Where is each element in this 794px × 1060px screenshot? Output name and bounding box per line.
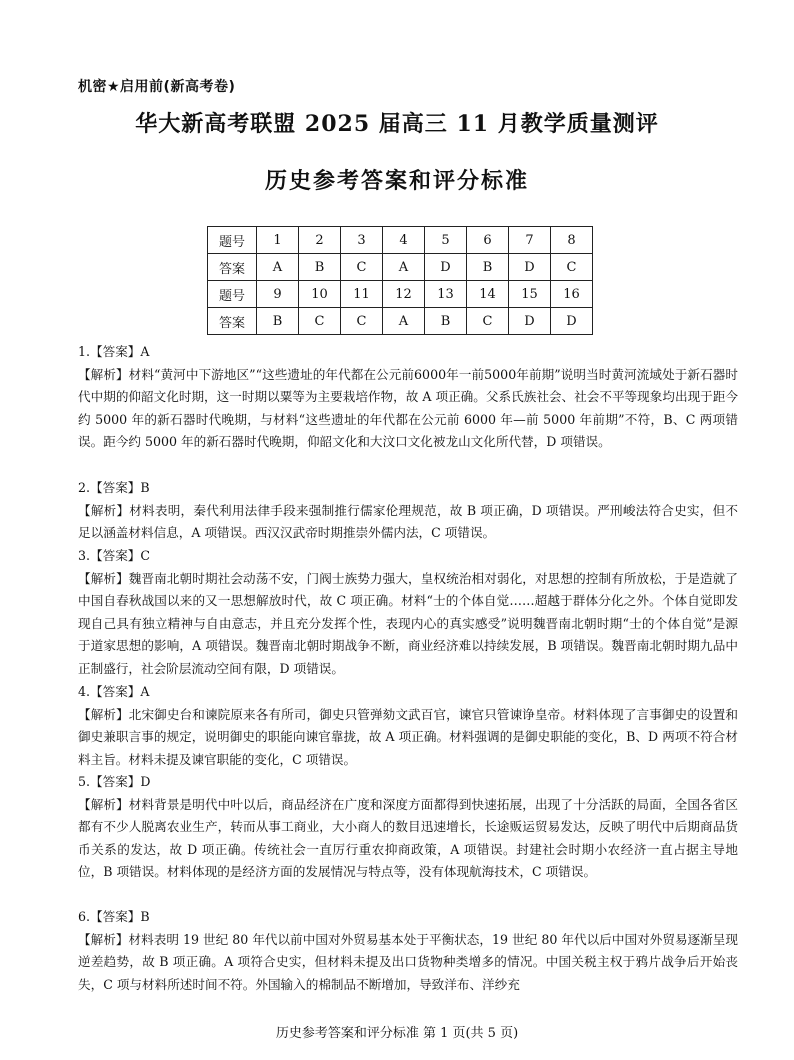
table-cell: C [341, 254, 383, 281]
table-cell: B [467, 254, 509, 281]
answer-line: 2.【答案】B [78, 480, 150, 495]
table-cell: C [551, 254, 593, 281]
question-5 [78, 771, 738, 884]
table-cell: A [383, 308, 425, 335]
table-cell: 8 [551, 227, 593, 254]
answer-line: 6.【答案】B [78, 909, 150, 924]
confidential-label: 机密★启用前(新高考卷) [78, 79, 236, 95]
table-cell: 7 [509, 227, 551, 254]
answer-header: 答案 [208, 254, 257, 281]
table-cell: 4 [383, 227, 425, 254]
table-cell: 6 [467, 227, 509, 254]
question-6 [78, 906, 738, 996]
explanation-text: 【解析】材料表明，秦代利用法律手段来强制推行儒家伦理规范，故 B 项正确，D 项错误。严刑峻法符合史实，但不足以涵盖材料信息，A 项错误。西汉汉武帝时期推崇外儒内法，C 项错误。 [78, 502, 738, 541]
answer-line: 3.【答案】C [78, 548, 151, 563]
explanation-text: 【解析】北宋御史台和谏院原来各有所司，御史只管弹劾文武百官，谏官只管谏诤皇帝。材料体现了言事御史的设置和御史兼职言事的规定，说明御史的职能向谏官靠拢，故 A 项正确。材料强调的是御史职能的变化，B、D 两项不符合材料主旨。材料未提及谏官职能的变化，C 项错误。 [78, 706, 738, 767]
table-cell: 15 [509, 281, 551, 308]
document-subtitle: 历史参考答案和评分标准 [264, 169, 529, 194]
table-cell: C [341, 308, 383, 335]
question-number-header: 题号 [208, 227, 257, 254]
table-cell: C [299, 308, 341, 335]
table-row [208, 254, 593, 281]
table-cell: 5 [425, 227, 467, 254]
table-cell: C [467, 308, 509, 335]
question-1 [78, 341, 738, 454]
table-cell: 3 [341, 227, 383, 254]
explanation-text: 【解析】魏晋南北朝时期社会动荡不安，门阀士族势力强大，皇权统治相对弱化，对思想的控制有所放松，于是造就了中国自春秋战国以来的又一思想解放时代，故 C 项正确。材料“士的个体自觉……超越于群体分化之外。个体自觉即发现自己具有独立精神与自由意志，并且充分发挥个性，表现内心的真实感受”说明魏晋南北朝时期“士的个体自觉”是源于道家思想的影响，A 项错误。魏晋南北朝时期战争不断，商业经济难以持续发展，B 项错误。魏晋南北朝时期九品中正制盛行，社会阶层流动空间有限，D 项错误。 [78, 570, 738, 676]
table-row [208, 281, 593, 308]
answer-header: 答案 [208, 308, 257, 335]
answer-key-table [207, 226, 593, 335]
table-cell: A [383, 254, 425, 281]
table-cell: D [509, 308, 551, 335]
table-cell: 2 [299, 227, 341, 254]
answer-line: 1.【答案】A [78, 344, 150, 359]
table-cell: 1 [257, 227, 299, 254]
question-3 [78, 545, 738, 681]
table-cell: 10 [299, 281, 341, 308]
table-cell: A [257, 254, 299, 281]
question-2 [78, 477, 738, 545]
explanation-text: 【解析】材料“黄河中下游地区”“这些遗址的年代都在公元前6000年一前5000年前期”说明当时黄河流域处于新石器时代中期的仰韶文化时期，这一时期以粟等为主要栽培作物，故 A 项正确。父系氏族社会、社会不平等现象均出现于距今约 5000 年的新石器时代晚期，与材料“这些遗址的年代都在公元前 6000 年—前 5000 年前期”不符，B、C 两项错误。距今约 5000 年的新石器时代晚期，仰韶文化和大汶口文化被龙山文化所代替，D 项错误。 [78, 366, 738, 450]
question-number-header: 题号 [208, 281, 257, 308]
table-cell: 11 [341, 281, 383, 308]
table-cell: 9 [257, 281, 299, 308]
table-cell: 16 [551, 281, 593, 308]
question-4 [78, 681, 738, 771]
answer-line: 4.【答案】A [78, 684, 150, 699]
explanation-text: 【解析】材料表明 19 世纪 80 年代以前中国对外贸易基本处于平衡状态，19 世纪 80 年代以后中国对外贸易逐渐呈现逆差趋势，故 B 项正确。A 项符合史实，但材料未提及出口货物种类增多的情况。中国关税主权于鸦片战争后开始丧失，C 项与材料所述时间不符。外国输入的棉制品不断增加，导致洋布、洋纱充 [78, 931, 738, 992]
table-cell: D [425, 254, 467, 281]
table-cell: B [425, 308, 467, 335]
table-cell: B [299, 254, 341, 281]
table-cell: 13 [425, 281, 467, 308]
answer-line: 5.【答案】D [78, 774, 151, 789]
table-cell: 12 [383, 281, 425, 308]
table-cell: B [257, 308, 299, 335]
table-cell: D [509, 254, 551, 281]
page-footer: 历史参考答案和评分标准 第 1 页(共 5 页) [275, 1026, 519, 1041]
table-row [208, 308, 593, 335]
explanation-text: 【解析】材料背景是明代中叶以后，商品经济在广度和深度方面都得到快速拓展，出现了十分活跃的局面，全国各省区都有不少人脱离农业生产，转而从事工商业，大小商人的数目迅速增长，长途贩运贸易发达，反映了明代中后期商品货币关系的发达，故 D 项正确。传统社会一直厉行重农抑商政策，A 项错误。封建社会时期小农经济一直占据主导地位，B 项错误。材料体现的是经济方面的发展情况与特点等，没有体现航海技术，C 项错误。 [78, 796, 738, 880]
exam-title: 华大新高考联盟 2025 届高三 11 月教学质量测评 [135, 111, 659, 137]
table-cell: 14 [467, 281, 509, 308]
table-row [208, 227, 593, 254]
table-cell: D [551, 308, 593, 335]
